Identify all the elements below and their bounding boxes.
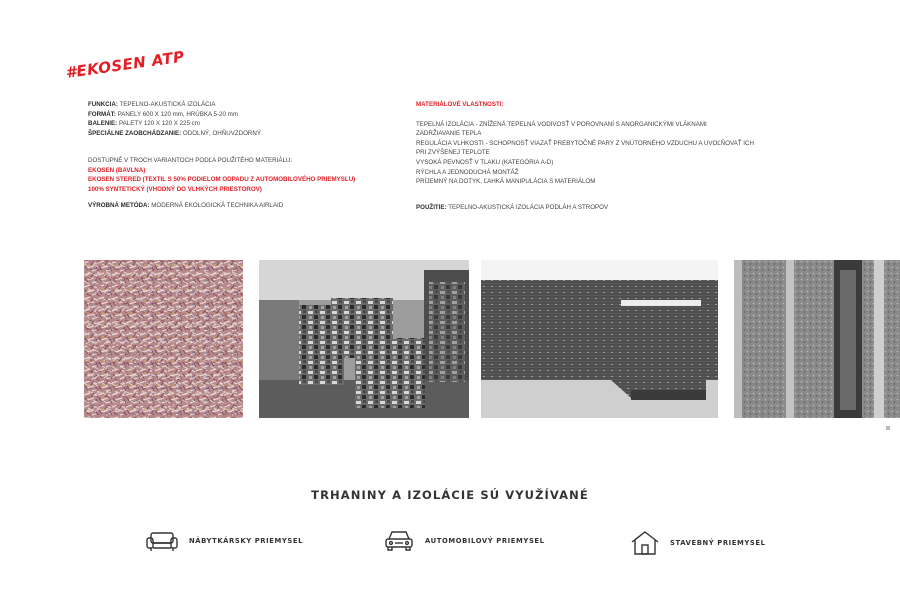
property-line: TEPELNÁ IZOLÁCIA - ZNÍŽENÁ TEPELNÁ VODIVOSŤ V POROVNANÍ S ANORGANICKÝMI VLÁKNAMI xyxy=(416,120,707,128)
industry-label: STAVEBNÝ PRIEMYSEL xyxy=(670,539,766,547)
stacked-panels-photo xyxy=(481,260,718,418)
variants-intro: DOSTUPNÉ V TROCH VARIANTOCH PODĽA POUŽITÉHO MATERIÁLU: xyxy=(88,157,293,164)
usage-line: POUŽITIE: TEPELNO-AKUSTICKÁ IZOLÁCIA PODLÁH A STROPOV xyxy=(416,204,609,211)
brand-logo: #EKOSEN ATP xyxy=(64,47,186,82)
house-icon xyxy=(630,530,660,556)
section-title: TRHANINY A IZOLÁCIE SÚ VYUŽÍVANÉ xyxy=(311,488,589,502)
property-line: PRI ZVÝŠENEJ TEPLOTE xyxy=(416,149,490,157)
spec-row: FORMÁT: PANELY 600 X 120 mm, HRÚBKA 5-20 mm xyxy=(88,110,238,118)
material-properties xyxy=(416,100,796,187)
production-method: VÝROBNÁ METÓDA: MODERNÁ EKOLOGICKÁ TECHNIKA AIRLAID xyxy=(88,202,284,209)
spec-row: FUNKCIA: TEPELNO-AKUSTICKÁ IZOLÁCIA xyxy=(88,101,216,108)
property-line: PRÍJEMNÝ NA DOTYK, ĽAHKÁ MANIPULÁCIA S MATERIÁLOM xyxy=(416,178,596,186)
variant-item: 100% SYNTETICKÝ (VHODNÝ DO VLHKÝCH PRIESTOROV) xyxy=(88,185,262,193)
property-line: VYSOKÁ PEVNOSŤ V TLAKU (KATEGÓRIA A-D) xyxy=(416,158,554,166)
property-line: REGULÁCIA VLHKOSTI - SCHOPNOSŤ VIAZAŤ PREBYTOČNÉ PARY Z VNÚTORNÉHO VZDUCHU A UVOĽŇOVAŤ ICH xyxy=(416,139,754,147)
spec-row: BALENIE: PALETY 120 X 120 X 225 cm xyxy=(88,120,200,128)
spec-list xyxy=(88,100,398,138)
variant-item: EKOSEN (BAVLNA) xyxy=(88,166,146,174)
installed-insulation-photo xyxy=(734,260,900,418)
industry-automotive xyxy=(383,530,545,552)
industry-label: AUTOMOBILOVÝ PRIEMYSEL xyxy=(425,537,545,545)
car-icon xyxy=(383,530,415,552)
industry-construction xyxy=(630,530,766,556)
fiber-closeup-photo xyxy=(84,260,243,418)
textile-bales-photo xyxy=(259,260,469,418)
industry-furniture xyxy=(145,530,303,552)
property-line: RÝCHLA A JEDNODUCHÁ MONTÁŽ xyxy=(416,168,519,176)
variant-item: EKOSEN STERED (TEXTIL S 50% PODIELOM ODPADU Z AUTOMOBILOVÉHO PRIEMYSLU) xyxy=(88,176,356,184)
property-line: ZADRŽIAVANIE TEPLA xyxy=(416,130,482,138)
industry-label: NÁBYTKÁRSKY PRIEMYSEL xyxy=(189,537,304,545)
spec-row: ŠPECIÁLNE ZAOBCHÁDZANIE: ODOLNÝ, OHŇUVZDORNÝ xyxy=(88,129,261,137)
properties-heading: MATERIÁLOVÉ VLASTNOSTI: xyxy=(416,101,504,108)
decorative-dot xyxy=(886,426,890,430)
variants-block xyxy=(88,156,408,194)
sofa-icon xyxy=(145,530,179,552)
